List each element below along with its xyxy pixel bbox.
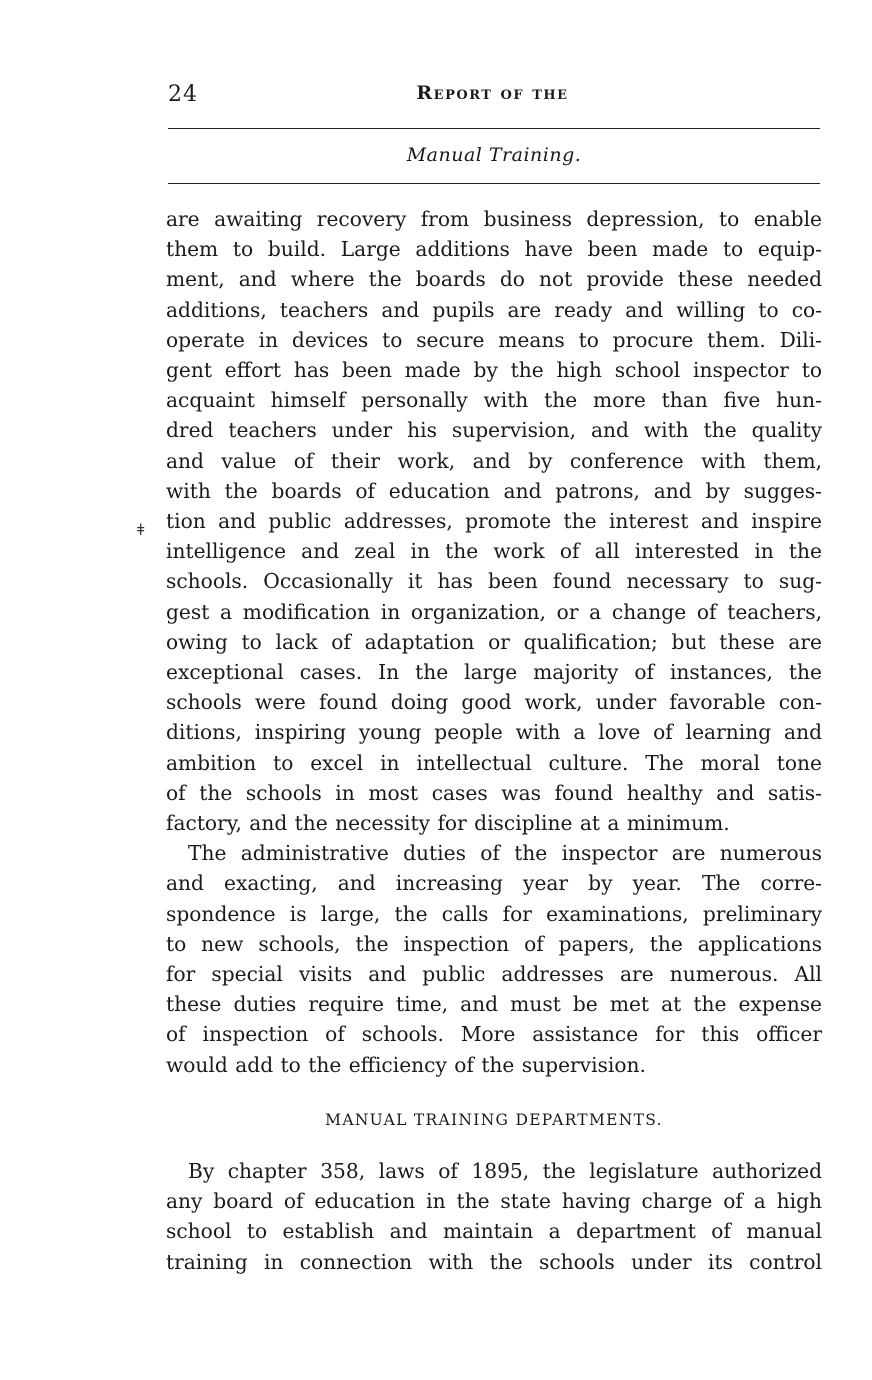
text-line: would add to the efficiency of the supervision. (166, 1052, 646, 1077)
page-number: 24 (168, 82, 198, 107)
text-line: these duties require time, and must be met at the expense (166, 992, 822, 1017)
text-line: training in connection with the schools under its control (166, 1249, 822, 1274)
header-rule-bottom (168, 183, 820, 184)
text-line: are awaiting recovery from business depression, to enable (166, 207, 822, 231)
text-line: with the boards of education and patrons, and by sugges- (166, 478, 822, 503)
text-line: tion and public addresses, promote the interest and inspire (166, 509, 822, 534)
text-line: By chapter 358, laws of 1895, the legislature authorized (188, 1158, 822, 1183)
margin-mark: ǂ (137, 520, 145, 539)
section-subtitle: Manual Training. (406, 144, 582, 166)
text-line: to new schools, the inspection of papers, the applications (166, 931, 822, 956)
text-line: acquaint himself personally with the more than five hun- (166, 388, 822, 413)
header-rule-top (168, 128, 820, 129)
text-line: gest a modification in organization, or a change of teachers, (166, 599, 822, 624)
text-line: ment, and where the boards do not provide these needed (166, 267, 822, 292)
text-line: for special visits and public addresses are numerous. All (166, 962, 822, 987)
text-line: exceptional cases. In the large majority of instances, the (166, 660, 822, 685)
text-line: and value of their work, and by conference with them, (166, 448, 822, 473)
text-line: schools. Occasionally it has been found necessary to sug- (166, 569, 822, 594)
text-line: and exacting, and increasing year by year. The corre- (166, 871, 822, 896)
text-line: schools were found doing good work, under favorable con- (166, 690, 822, 715)
text-line: ambition to excel in intellectual culture. The moral tone (166, 750, 822, 775)
text-line: school to establish and maintain a department of manual (166, 1219, 822, 1244)
text-line: The administrative duties of the inspector are numerous (188, 841, 822, 866)
text-line: owing to lack of adaptation or qualification; but these are (166, 629, 822, 654)
text-line: additions, teachers and pupils are ready and willing to co- (166, 297, 822, 322)
paragraph-administrative-duties (166, 838, 822, 1080)
text-line: of inspection of schools. More assistance for this officer (166, 1022, 822, 1047)
section-heading: MANUAL TRAINING DEPARTMENTS. (325, 1110, 663, 1129)
paragraph-manual-training (166, 1156, 822, 1277)
page-header (165, 78, 820, 112)
text-line: spondence is large, the calls for examinations, preliminary (166, 901, 822, 926)
text-line: gent effort has been made by the high school inspector to (166, 358, 822, 383)
text-line: them to build. Large additions have been made to equip- (166, 237, 822, 262)
text-line: ditions, inspiring young people with a love of learning and (166, 720, 822, 745)
text-line: any board of education in the state having charge of a high (166, 1189, 822, 1214)
text-line: factory, and the necessity for discipline at a minimum. (166, 811, 730, 836)
paragraph-inspection (166, 204, 822, 838)
text-line: dred teachers under his supervision, and with the quality (166, 418, 822, 443)
text-line: of the schools in most cases was found healthy and satis- (166, 780, 822, 805)
text-line: operate in devices to secure means to procure them. Dili- (166, 327, 822, 352)
text-line: intelligence and zeal in the work of all interested in the (166, 539, 822, 564)
body-text (166, 204, 822, 1277)
running-title: Report of the (416, 82, 569, 104)
